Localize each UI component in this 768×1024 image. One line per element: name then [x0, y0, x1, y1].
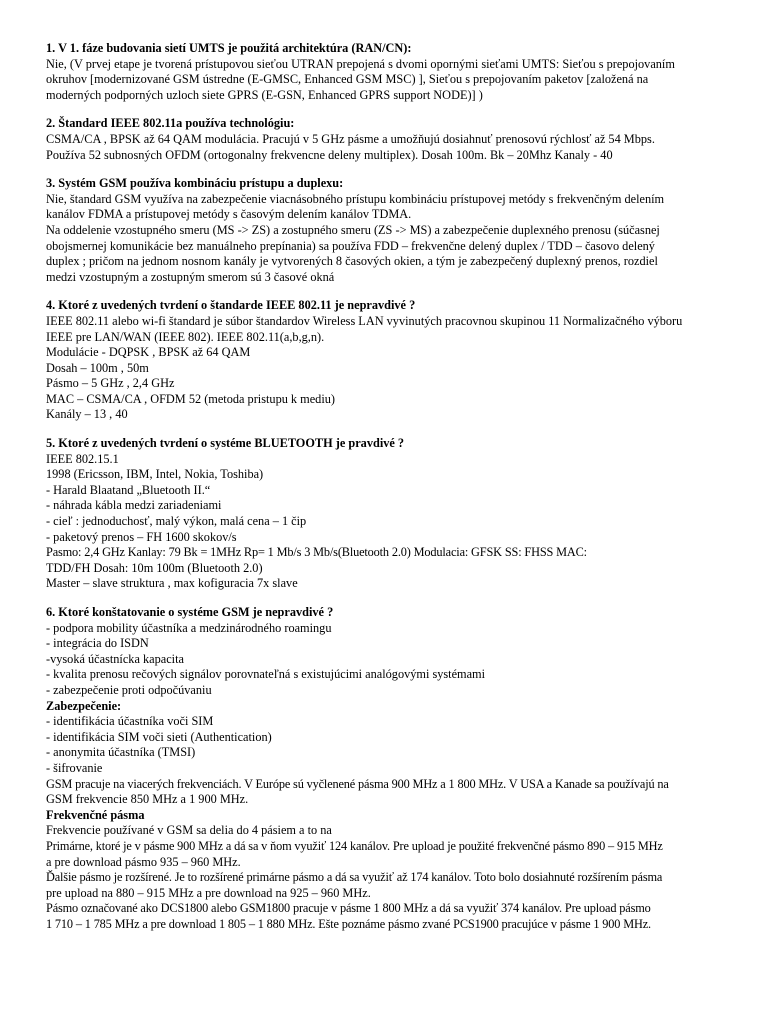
answer-line: pre upload na 880 – 915 MHz a pre download na 925 – 960 MHz.: [46, 885, 371, 900]
answer-line: a pre download pásmo 935 – 960 MHz.: [46, 854, 241, 869]
answer-line: 1 710 – 1 785 MHz a pre download 1 805 – 1 880 MHz. Ešte poznáme pásmo zvané PCS1900 pracujúce v pásme 1 900 MHz.: [46, 916, 651, 931]
section-4: [46, 298, 726, 423]
answer-line: - cieľ : jednoduchosť, malý výkon, malá cena – 1 čip: [46, 514, 307, 529]
answer-line: Dosah – 100m , 50m: [46, 360, 149, 375]
answer-line: Používa 52 subnosných OFDM (ortogonalny frekvencne deleny multiplex). Dosah 100m. Bk – 20Mhz Kanaly - 40: [46, 147, 613, 162]
answer-line: - identifikácia SIM voči sieti (Authentication): [46, 729, 272, 744]
answer-line: Ďalšie pásmo je rozšírené. Je to rozšírené primárne pásmo a dá sa využiť až 174 kanálov. Toto bolo dosiahnuté rozšírením pásma: [46, 870, 663, 885]
answer-line: obojsmernej komunikácie bez manuálneho prepínania) sa používa FDD – frekvenčne delený duplex / TDD – časovo delený: [46, 238, 655, 253]
answer-line: - náhrada kábla medzi zariadeniami: [46, 498, 222, 513]
answer-line: - Harald Blaatand „Bluetooth II.“: [46, 482, 211, 497]
answer-line: - zabezpečenie proti odpočúvaniu: [46, 682, 212, 697]
question-3-heading: 3. Systém GSM používa kombináciu prístupu a duplexu:: [46, 176, 344, 191]
section-1: [46, 41, 726, 103]
answer-line: MAC – CSMA/CA , OFDM 52 (metoda pristupu k mediu): [46, 391, 335, 406]
section-5: [46, 436, 726, 592]
question-6-heading: 6. Ktoré konštatovanie o systéme GSM je nepravdivé ?: [46, 605, 334, 619]
answer-line: Primárne, ktoré je v pásme 900 MHz a dá sa v ňom využiť 124 kanálov. Pre upload je použité frekvenčné pásmo 890 – 915 MHz: [46, 838, 663, 853]
question-1-heading: 1. V 1. fáze budovania sietí UMTS je použitá architektúra (RAN/CN):: [46, 41, 412, 55]
answer-line: Modulácie - DQPSK , BPSK až 64 QAM: [46, 345, 251, 360]
answer-line: Pásmo označované ako DCS1800 alebo GSM1800 pracuje v pásme 1 800 MHz a dá sa využiť 374 kanálov. Pre upload pásmo: [46, 901, 651, 916]
answer-line: okruhov [modernizované GSM ústredne (E-GMSC, Enhanced GSM MSC) ], Sieťou s prepojovaním paketov [založená na: [46, 72, 649, 87]
subheading-frekvencne-pasma: Frekvenčné pásma: [46, 807, 145, 822]
answer-line: Frekvencie používané v GSM sa delia do 4 pásiem a to na: [46, 823, 332, 838]
answer-line: CSMA/CA , BPSK až 64 QAM modulácia. Pracujú v 5 GHz pásme a umožňujú dosiahnuť prenosovú rýchlosť až 54 Mbps.: [46, 131, 655, 146]
document-content: [46, 41, 726, 945]
answer-line: medzi vzostupným a zostupným smerom sú 3 časové okná: [46, 269, 335, 284]
answer-line: - šifrovanie: [46, 760, 103, 775]
answer-line: Master – slave struktura , max kofiguracia 7x slave: [46, 576, 298, 591]
answer-line: - paketový prenos – FH 1600 skokov/s: [46, 529, 237, 544]
question-4-heading: 4. Ktoré z uvedených tvrdení o štandarde IEEE 802.11 je nepravdivé ?: [46, 298, 416, 313]
section-2: [46, 116, 726, 163]
answer-line: IEEE 802.15.1: [46, 451, 119, 466]
answer-line: Kanály – 13 , 40: [46, 407, 128, 422]
answer-line: moderných podporných uzloch siete GPRS (E-GSN, Enhanced GPRS support NODE)] ): [46, 87, 483, 102]
answer-line: - podpora mobility účastníka a medzinárodného roamingu: [46, 620, 332, 635]
subheading-zabezpecenie: Zabezpečenie:: [46, 698, 122, 713]
answer-line: - identifikácia účastníka voči SIM: [46, 714, 214, 729]
answer-line: GSM frekvencie 850 MHz a 1 900 MHz.: [46, 792, 249, 807]
answer-line: Pásmo – 5 GHz , 2,4 GHz: [46, 376, 175, 391]
section-6: [46, 605, 726, 932]
answer-line: Pasmo: 2,4 GHz Kanlay: 79 Bk = 1MHz Rp= 1 Mb/s 3 Mb/s(Bluetooth 2.0) Modulacia: GFSK SS: FHSS MAC:: [46, 545, 587, 560]
section-3: [46, 176, 726, 285]
answer-line: GSM pracuje na viacerých frekvenciách. V Európe sú vyčlenené pásma 900 MHz a 1 800 MHz. V USA a Kanade sa používajú na: [46, 776, 669, 791]
answer-line: -vysoká účastnícka kapacita: [46, 651, 184, 666]
answer-line: Nie, štandard GSM využíva na zabezpečenie viacnásobného prístupu kombináciu prístupovej metódy s frekvenčným delením: [46, 191, 665, 206]
answer-line: Na oddelenie vzostupného smeru (MS -> ZS) a zostupného smeru (ZS -> MS) a zabezpečenie duplexného prenosu (súčasnej: [46, 222, 660, 237]
question-5-heading: 5. Ktoré z uvedených tvrdení o systéme BLUETOOTH je pravdivé ?: [46, 436, 405, 451]
answer-line: Nie, (V prvej etape je tvorená prístupovou sieťou UTRAN prepojená s dvomi opornými sieťami UMTS: Sieťou s prepojovaním: [46, 56, 675, 71]
question-2-heading: 2. Štandard IEEE 802.11a používa technológiu:: [46, 116, 295, 131]
answer-line: 1998 (Ericsson, IBM, Intel, Nokia, Toshiba): [46, 467, 264, 482]
answer-line: IEEE 802.11 alebo wi-fi štandard je súbor štandardov Wireless LAN vyvinutých pracovnou skupinou 11 Normalizačného výboru: [46, 313, 683, 328]
answer-line: - anonymita účastníka (TMSI): [46, 745, 196, 760]
answer-line: TDD/FH Dosah: 10m 100m (Bluetooth 2.0): [46, 560, 263, 575]
answer-line: duplex ; pričom na jednom nosnom kanály je vytvorených 8 časových okien, a tým je zabezpečený duplexný prenos, rozdiel: [46, 254, 658, 269]
answer-line: - integrácia do ISDN: [46, 636, 149, 651]
answer-line: kanálov FDMA a prístupovej metódy s časovým delením kanálov TDMA.: [46, 207, 412, 222]
answer-line: IEEE pre LAN/WAN (IEEE 802). IEEE 802.11(a,b,g,n).: [46, 329, 325, 344]
answer-line: - kvalita prenosu rečových signálov porovnateľná s existujúcimi analógovými systémami: [46, 667, 486, 682]
